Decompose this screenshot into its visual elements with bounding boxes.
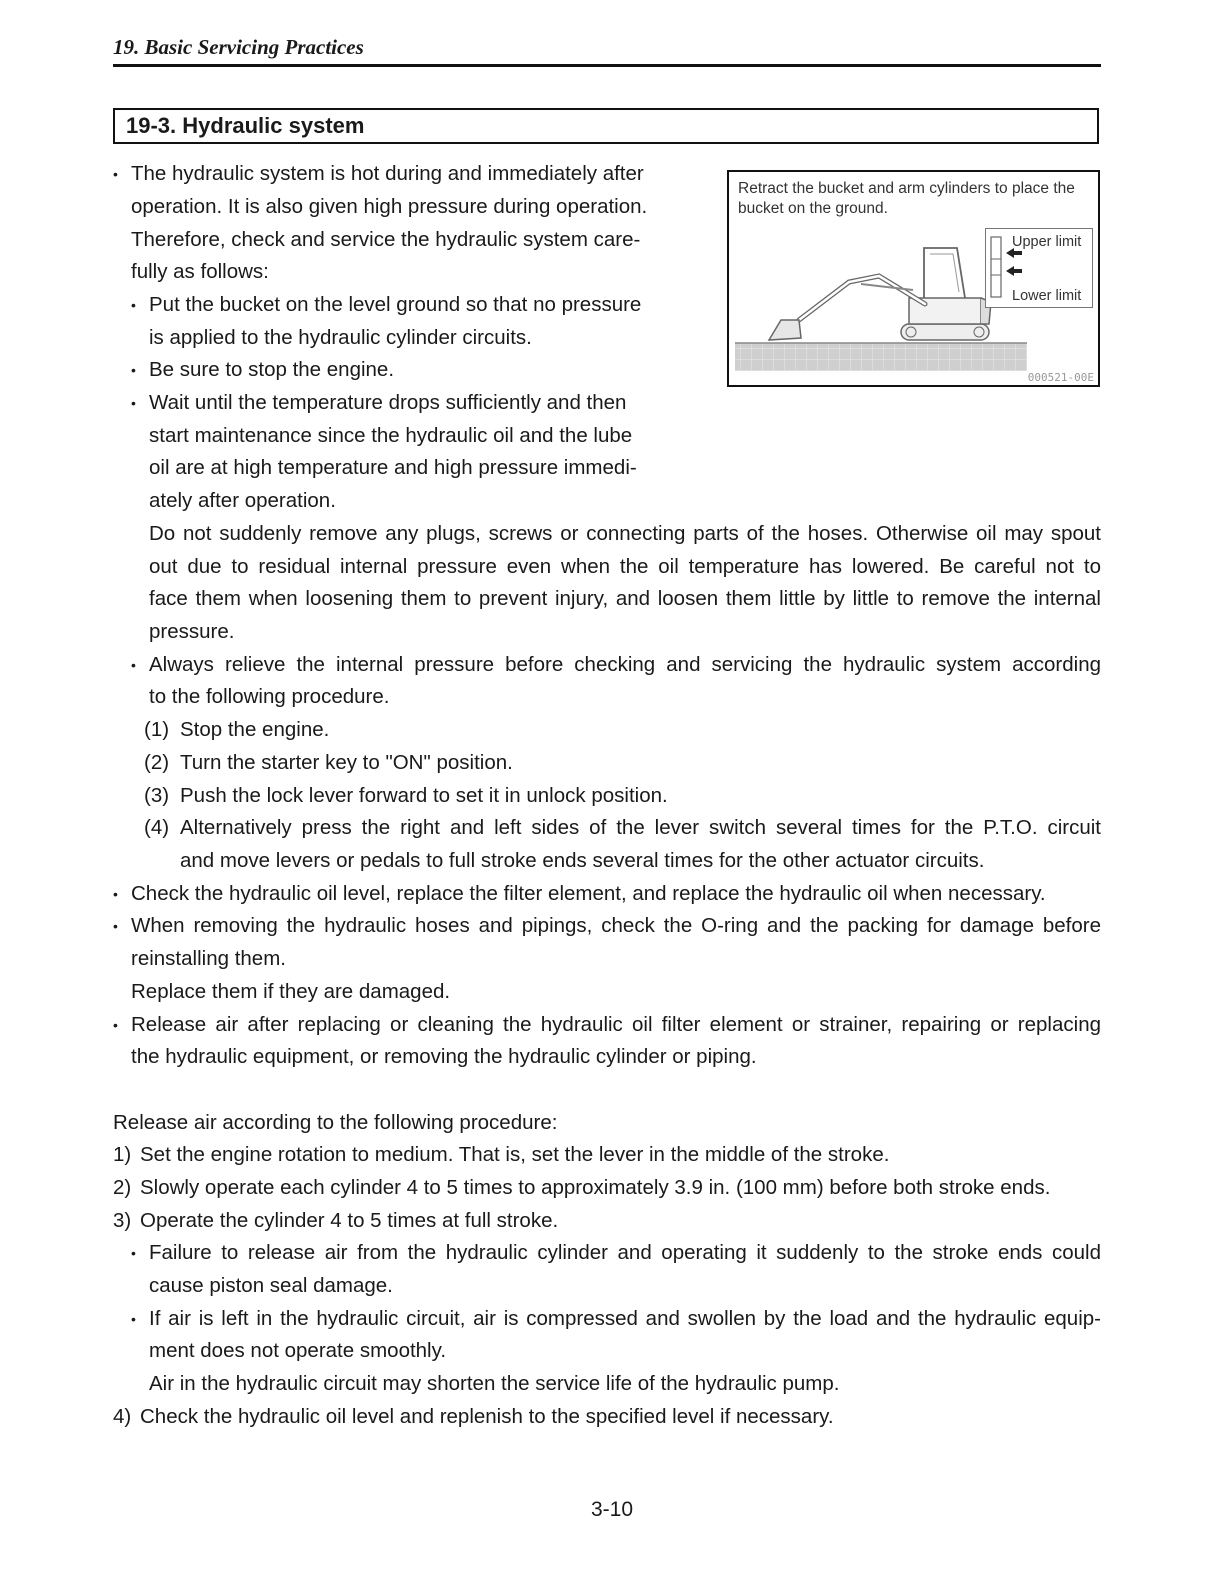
text-line: Therefore, check and service the hydraulic system care- xyxy=(131,228,641,251)
step-number: 4) xyxy=(113,1405,132,1428)
text-line: ment does not operate smoothly. xyxy=(149,1339,447,1362)
step-text: Alternatively press the right and left sides of the lever switch several times for the P.T.O. circuit xyxy=(180,816,1101,839)
text-line: start maintenance since the hydraulic oil and the lube xyxy=(149,424,633,447)
text-line: ately after operation. xyxy=(149,489,336,512)
figure-caption: Retract the bucket and arm cylinders to place the bucket on the ground. xyxy=(738,180,1075,217)
text-line: is applied to the hydraulic cylinder circuits. xyxy=(149,326,532,349)
header-rule xyxy=(113,64,1101,67)
release-intro: Release air according to the following procedure: xyxy=(113,1111,558,1134)
release-step xyxy=(113,1172,1051,1205)
release-step xyxy=(113,1205,559,1238)
release-step xyxy=(113,1139,890,1172)
text-line: Replace them if they are damaged. xyxy=(131,980,451,1003)
list-item: • Wait until the temperature drops sufficiently and then xyxy=(149,387,626,420)
step-item xyxy=(144,780,668,813)
step-number: (4) xyxy=(144,816,170,839)
list-item: • Check the hydraulic oil level, replace the filter element, and replace the hydraulic oil when necessary. xyxy=(131,878,1046,911)
step-text: Stop the engine. xyxy=(180,718,330,741)
step-text: Set the engine rotation to medium. That is, set the lever in the middle of the stroke. xyxy=(140,1143,890,1166)
step-item xyxy=(144,812,1101,845)
list-item: • Always relieve the internal pressure before checking and servicing the hydraulic system according xyxy=(149,649,1101,682)
list-item: • If air is left in the hydraulic circuit, air is compressed and swollen by the load and the hydraulic equip- xyxy=(149,1303,1101,1336)
excavator-figure xyxy=(727,170,1100,387)
list-item: • Release air after replacing or cleaning the hydraulic oil filter element or strainer, repairing or replacing xyxy=(131,1009,1101,1042)
text-line: and move levers or pedals to full stroke ends several times for the other actuator circuits. xyxy=(180,849,985,872)
list-item: • Be sure to stop the engine. xyxy=(149,354,394,387)
upper-limit-label: Upper limit xyxy=(1012,234,1082,250)
text-line: pressure. xyxy=(149,620,235,643)
step-item xyxy=(144,714,330,747)
step-text: Slowly operate each cylinder 4 to 5 times to approximately 3.9 in. (100 mm) before both stroke ends. xyxy=(140,1176,1051,1199)
list-item: • When removing the hydraulic hoses and pipings, check the O-ring and the packing for damage before xyxy=(131,910,1101,943)
text-line: Air in the hydraulic circuit may shorten the service life of the hydraulic pump. xyxy=(149,1372,840,1395)
step-text: Check the hydraulic oil level and replenish to the specified level if necessary. xyxy=(140,1405,834,1428)
text-line: oil are at high temperature and high pressure immedi- xyxy=(149,456,637,479)
figure-code: 000521-00E xyxy=(1027,371,1094,384)
text-line: reinstalling them. xyxy=(131,947,286,970)
text-line: the hydraulic equipment, or removing the hydraulic cylinder or piping. xyxy=(131,1045,757,1068)
release-step xyxy=(113,1401,834,1434)
list-item: • Failure to release air from the hydraulic cylinder and operating it suddenly to the stroke ends could xyxy=(149,1237,1101,1270)
text-line: face them when loosening them to prevent injury, and loosen them little by little to remove the internal xyxy=(149,587,1101,610)
step-text: Operate the cylinder 4 to 5 times at full stroke. xyxy=(140,1209,559,1232)
lower-limit-label: Lower limit xyxy=(1012,288,1082,304)
text-line: out due to residual internal pressure even when the oil temperature has lowered. Be careful not to xyxy=(149,555,1101,578)
text-line: Do not suddenly remove any plugs, screws or connecting parts of the hoses. Otherwise oil may spout xyxy=(149,522,1101,545)
step-number: 2) xyxy=(113,1176,132,1199)
step-number: 1) xyxy=(113,1143,132,1166)
text-line: to the following procedure. xyxy=(149,685,390,708)
step-text: Turn the starter key to "ON" position. xyxy=(180,751,513,774)
step-number: (2) xyxy=(144,751,170,774)
text-line: cause piston seal damage. xyxy=(149,1274,393,1297)
list-item: • The hydraulic system is hot during and immediately after xyxy=(131,158,644,191)
page-number: 3-10 xyxy=(590,1498,634,1521)
step-number: (3) xyxy=(144,784,170,807)
step-number: 3) xyxy=(113,1209,132,1232)
limits-box xyxy=(985,228,1093,308)
chapter-header: 19. Basic Servicing Practices xyxy=(113,35,364,59)
step-text: Push the lock lever forward to set it in unlock position. xyxy=(180,784,668,807)
list-item: • Put the bucket on the level ground so that no pressure xyxy=(149,289,641,322)
text-line: operation. It is also given high pressure during operation. xyxy=(131,195,648,218)
step-number: (1) xyxy=(144,718,170,741)
text-line: fully as follows: xyxy=(131,260,269,283)
section-title: 19-3. Hydraulic system xyxy=(113,108,1099,144)
step-item xyxy=(144,747,513,780)
